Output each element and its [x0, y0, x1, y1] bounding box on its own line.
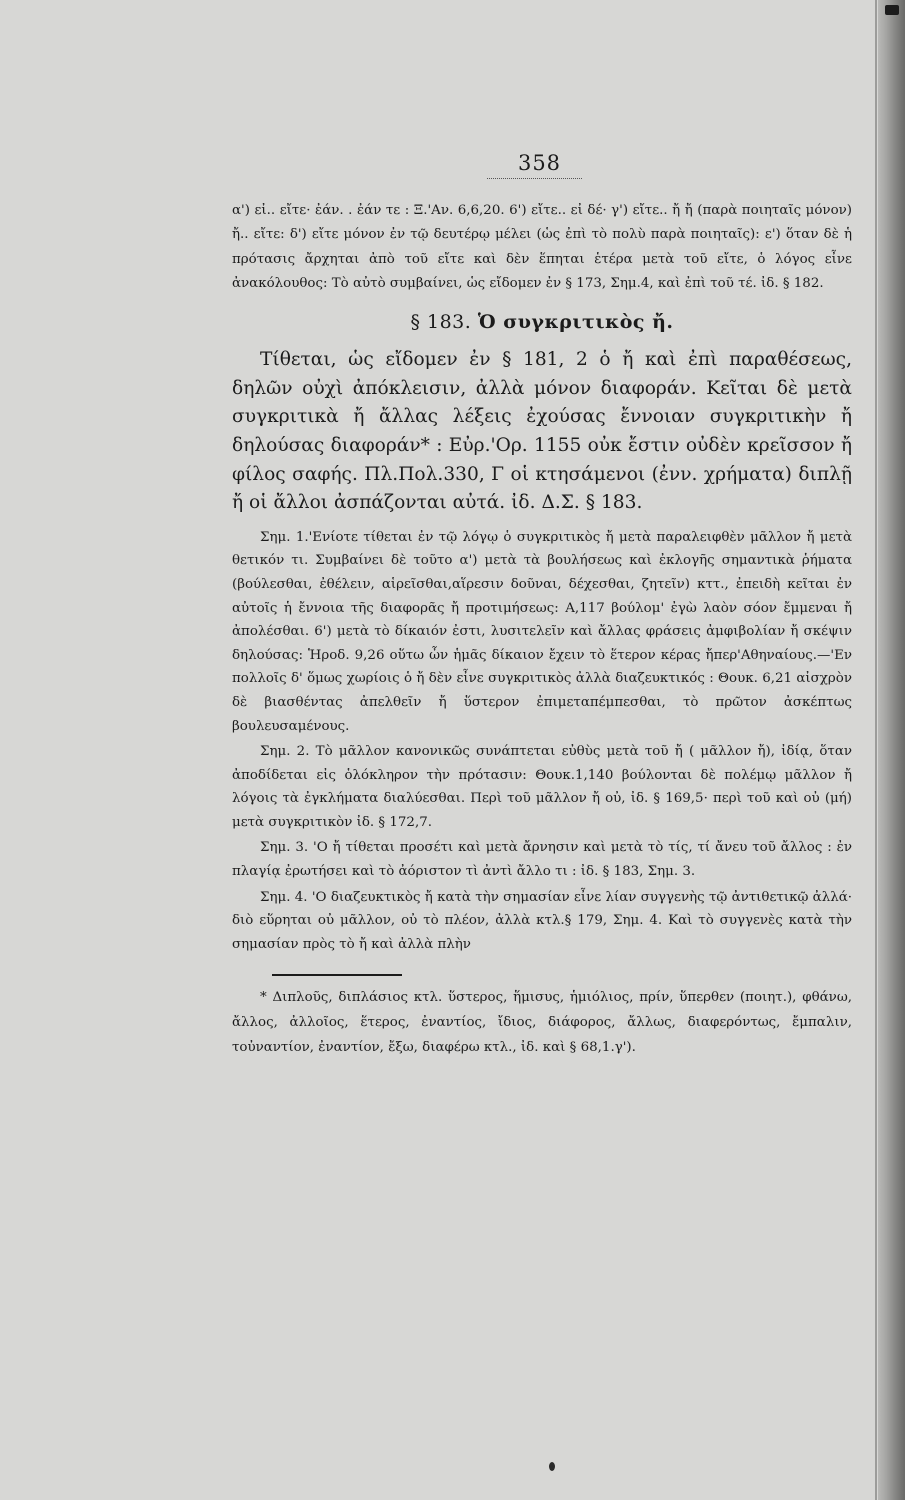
section-title: Ὁ συγκριτικὸς ἤ. — [477, 311, 674, 334]
note-2: Σημ. 2. Τὸ μᾶλλον κανονικῶς συνάπτεται εὐθὺς μετὰ τοῦ ἤ ( μᾶλλον ἤ), ἰδίᾳ, ὅταν ἀποδίδεται εἰς ὁλόκληρον τὴν πρότασιν: Θουκ.1,140 βούλονται δὲ πολέμῳ μᾶλλον ἤ λόγοις τὰ ἐγκλήματα διαλύεσθαι. Περὶ τοῦ μᾶλλον ἤ οὐ, ἰδ. § 169,5· περὶ τοῦ καὶ οὐ (μή) μετὰ συγκριτικὸν ἰδ. § 172,7. — [232, 744, 852, 830]
page-edge — [878, 0, 905, 1500]
page-edge-line — [875, 0, 877, 1500]
page-content — [232, 150, 852, 1060]
footnote: * Διπλοῦς, διπλάσιος κτλ. ὕστερος, ἥμισυς, ἡμιόλιος, πρίν, ὕπερθεν (ποιητ.), φθάνω, ἄλλος, ἀλλοῖος, ἕτερος, ἐναντίος, ἴδιος, διάφορος, ἄλλως, διαφερόντως, ἔμπαλιν, τοὐναντίον, ἐναντίον, ἔξω, διαφέρω κτλ., ἰδ. καὶ § 68,1.γ'). — [232, 990, 852, 1055]
note-4: Σημ. 4. 'Ο διαζευκτικὸς ἤ κατὰ τὴν σημασίαν εἶνε λίαν συγγενὴς τῷ ἀντιθετικῷ ἀλλά· διὸ εὕρηται οὐ μᾶλλον, οὐ τὸ πλέον, ἀλλὰ κτλ.§ 179, Σημ. 4. Καὶ τὸ συγγενὲς κατὰ τὴν σημασίαν πρὸς τὸ ἤ καὶ ἀλλὰ πλὴν — [232, 889, 852, 952]
corner-mark — [885, 5, 899, 15]
notes-block — [232, 526, 852, 957]
page-number: 358 — [517, 151, 562, 175]
intro-text: α') εἰ.. εἴτε· ἐάν. . ἐάν τε : Ξ.'Αν. 6,6,20. 6') εἴτε.. εἰ δέ· γ') εἴτε.. ἤ ἤ (παρὰ ποιηταῖς μόνον) ἤ.. εἴτε: δ') εἴτε μόνον ἐν τῷ δευτέρῳ μέλει (ὡς ἐπὶ τὸ πολὺ παρὰ ποιηταῖς): ε') ὅταν δὲ ἡ πρότασις ἄρχηται ἀπὸ τοῦ εἴτε καὶ δὲν ἕπηται ἑτέρα μετὰ τοῦ εἴτε, ὁ λόγος εἶνε ἀνακόλουθος: Τὸ αὐτὸ συμβαίνει, ὡς εἴδομεν ἐν § 173, Σημ.4, καὶ ἐπὶ τοῦ τέ. ἰδ. § 182. — [232, 203, 852, 291]
note-3: Σημ. 3. 'Ο ἤ τίθεται προσέτι καὶ μετὰ ἄρνησιν καὶ μετὰ τὸ τίς, τί ἄνευ τοῦ ἄλλος : ἐν πλαγίᾳ ἐρωτήσει καὶ τὸ ἀόριστον τὶ ἀντὶ ἄλλο τι : ἰδ. § 183, Σημ. 3. — [232, 840, 852, 880]
section-heading — [232, 308, 852, 336]
main-paragraph: Τίθεται, ὡς εἴδομεν ἐν § 181, 2 ὁ ἤ καὶ ἐπὶ παραθέσεως, δηλῶν οὐχὶ ἀπόκλεισιν, ἀλλὰ μόνον διαφοράν. Κεῖται δὲ μετὰ συγκριτικὰ ἤ ἄλλας λέξεις ἐχούσας ἔννοιαν συγκριτικὴν ἤ δηλούσας διαφοράν* : Εὐρ.'Ορ. 1155 οὐκ ἔστιν οὐδὲν κρεῖσσον ἤ φίλος σαφής. Πλ.Πολ.330, Γ οἱ κτησάμενοι (ἐνν. χρήματα) διπλῇ ἤ οἱ ἄλλοι ἀσπάζονται αὐτά. ἰδ. Δ.Σ. § 183. — [232, 349, 852, 514]
note-1: Σημ. 1.'Ενίοτε τίθεται ἐν τῷ λόγῳ ὁ συγκριτικὸς ἤ μετὰ παραλειφθὲν μᾶλλον ἤ μετὰ θετικόν τι. Συμβαίνει δὲ τοῦτο α') μετὰ τὰ βουλήσεως καὶ ἐκλογῆς σημαντικὰ ῥήματα (βούλεσθαι, ἐθέλειν, αἱρεῖσθαι,αἵρεσιν δοῦναι, δέχεσθαι, ζητεῖν) κττ., ἐπειδὴ κεῖται ἐν αὐτοῖς ἡ ἔννοια τῆς διαφορᾶς ἤ προτιμήσεως: Α,117 βούλομ' ἐγὼ λαὸν σόον ἔμμεναι ἤ ἀπολέσθαι. 6') μετὰ τὸ δίκαιόν ἐστι, λυσιτελεῖν καὶ ἄλλας φράσεις ἀμφιβολίαν ἤ σκέψιν δηλούσας: Ἡροδ. 9,26 οὕτω ὦν ἡμᾶς δίκαιον ἔχειν τὸ ἕτερον κέρας ἤπερ'Αθηναίους.—'Εν πολλοῖς δ' ὅμως χωρίοις ὁ ἤ δὲν εἶνε συγκριτικὸς ἀλλὰ διαζευκτικός : Θουκ. 6,21 αἰσχρὸν δὲ βιασθέντας ἀπελθεῖν ἤ ὕστερον ἐπιμεταπέμπεσθαι, τὸ πρῶτον ἀσκέπτως βουλευσαμένους. — [232, 529, 852, 734]
section-number: § 183. — [410, 311, 472, 334]
ink-speck — [549, 1462, 555, 1471]
footnote-rule — [272, 974, 402, 976]
page-number-rule — [487, 178, 582, 179]
